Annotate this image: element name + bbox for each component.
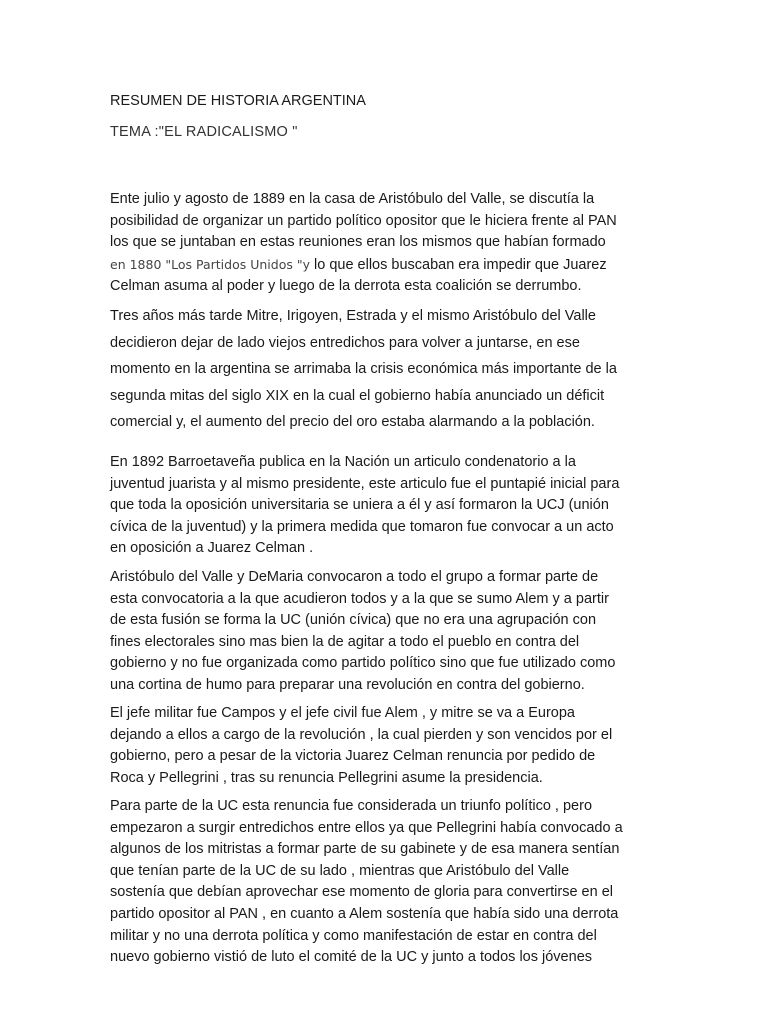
document-title: RESUMEN DE HISTORIA ARGENTINA bbox=[110, 93, 366, 109]
text-line: cívica de la juventud) y la primera medida que tomaron fue convocar a un acto bbox=[110, 518, 614, 535]
text-line: posibilidad de organizar un partido político opositor que le hiciera frente al PAN bbox=[110, 212, 617, 229]
text-line: una cortina de humo para preparar una revolución en contra del gobierno. bbox=[110, 676, 585, 693]
text-line: los que se juntaban en estas reuniones eran los mismos que habían formado bbox=[110, 234, 606, 251]
text-line: que tenían parte de la UC de su lado , mientras que Aristóbulo del Valle bbox=[110, 862, 570, 879]
text-line: Celman asuma al poder y luego de la derrota esta coalición se derrumbo. bbox=[110, 278, 582, 295]
paragraph-5 bbox=[110, 703, 655, 789]
text-line: en oposición a Juarez Celman . bbox=[110, 540, 314, 557]
text-line: comercial y, el aumento del precio del oro estaba alarmando a la población. bbox=[110, 414, 595, 430]
text-line: gobierno y no fue organizada como partido político sino que fue utilizado como bbox=[110, 655, 616, 672]
text-line: En 1892 Barroetaveña publica en la Nación un articulo condenatorio a la bbox=[110, 454, 576, 470]
text-line: segunda mitas del siglo XIX en la cual el gobierno había anunciado un déficit bbox=[110, 387, 605, 404]
text-line: Tres años más tarde Mitre, Irigoyen, Estrada y el mismo Aristóbulo del Valle bbox=[110, 308, 596, 324]
text-line: esta convocatoria a la que acudieron todos y a la que se sumo Alem y a partir bbox=[110, 590, 609, 607]
text-line: Ente julio y agosto de 1889 en la casa de Aristóbulo del Valle, se discutía la bbox=[110, 191, 595, 207]
text-line: El jefe militar fue Campos y el jefe civil fue Alem , y mitre se va a Europa bbox=[110, 705, 575, 721]
document-subtitle-tema: TEMA :"EL RADICALISMO " bbox=[110, 124, 298, 140]
text-line: que toda la oposición universitaria se uniera a él y así formaron la UCJ (unión bbox=[110, 497, 609, 514]
paragraph-2 bbox=[110, 303, 655, 436]
paragraph-4 bbox=[110, 567, 655, 697]
text-line: partido opositor al PAN , en cuanto a Alem sostenía que había sido una derrota bbox=[110, 905, 619, 922]
text-line: sostenía que debían aprovechar ese momento de gloria para convertirse en el bbox=[110, 884, 613, 901]
text-fragment-alt-font: en 1880 "Los Partidos Unidos "y bbox=[110, 256, 310, 272]
text-fragment: lo que ellos buscaban era impedir que Juarez bbox=[309, 256, 607, 273]
text-line: momento en la argentina se arrimaba la crisis económica más importante de la bbox=[110, 361, 617, 377]
text-line: nuevo gobierno vistió de luto el comité de la UC y junto a todos los jóvenes bbox=[110, 949, 593, 966]
text-line bbox=[110, 254, 655, 277]
text-line: juventud juarista y al mismo presidente, este articulo fue el puntapié inicial para bbox=[110, 475, 620, 492]
text-line: decidieron dejar de lado viejos entredichos para volver a juntarse, en ese bbox=[110, 334, 580, 351]
text-line: empezaron a surgir entredichos entre ellos ya que Pellegrini había convocado a bbox=[110, 819, 623, 836]
text-line: dejando a ellos a cargo de la revolución , la cual pierden y son vencidos por el bbox=[110, 726, 613, 743]
text-line: de esta fusión se forma la UC (unión cívica) que no era una agrupación con bbox=[110, 612, 597, 629]
paragraph-1 bbox=[110, 189, 655, 298]
document-page bbox=[110, 0, 655, 1024]
paragraph-3 bbox=[110, 452, 655, 560]
paragraph-6 bbox=[110, 796, 655, 969]
text-line: gobierno, pero a pesar de la victoria Juarez Celman renuncia por pedido de bbox=[110, 748, 596, 765]
text-line: algunos de los mitristas a formar parte de su gabinete y de esa manera sentían bbox=[110, 841, 620, 858]
text-line: militar y no una derrota política y como manifestación de estar en contra del bbox=[110, 927, 597, 944]
text-line: Roca y Pellegrini , tras su renuncia Pellegrini asume la presidencia. bbox=[110, 769, 543, 786]
text-line: fines electorales sino mas bien la de agitar a todo el pueblo en contra del bbox=[110, 633, 580, 650]
text-line: Para parte de la UC esta renuncia fue considerada un triunfo político , pero bbox=[110, 798, 593, 814]
text-line: Aristóbulo del Valle y DeMaria convocaron a todo el grupo a formar parte de bbox=[110, 569, 599, 585]
